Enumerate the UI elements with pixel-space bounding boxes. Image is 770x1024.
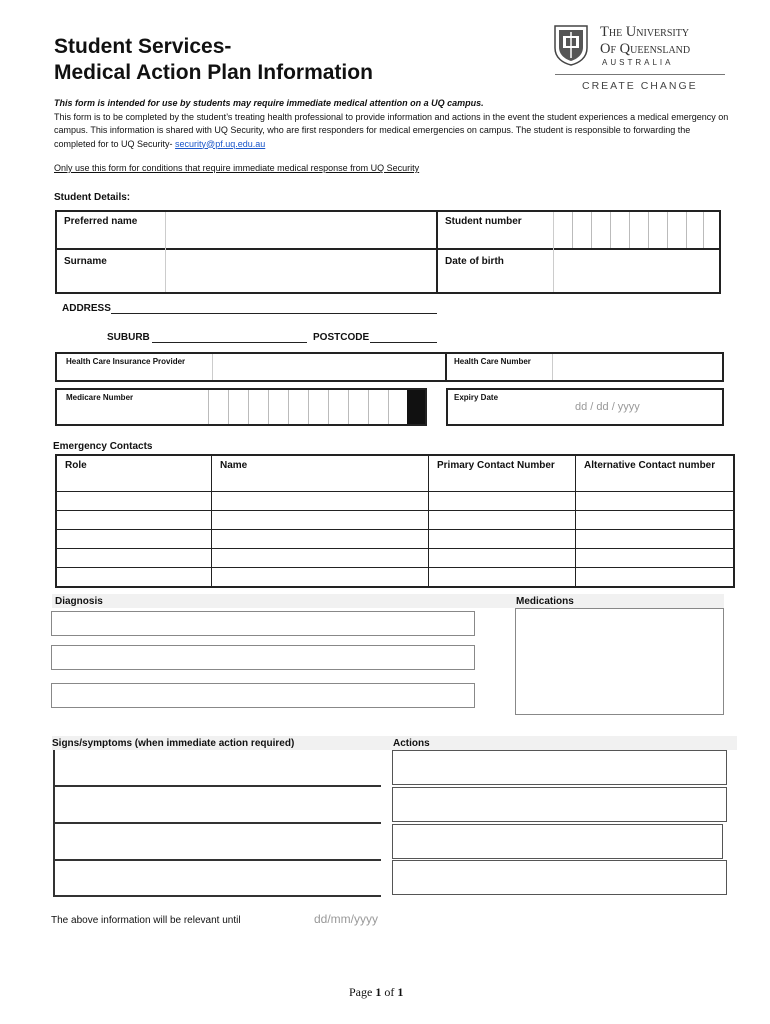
col-role: Role [56,455,212,492]
title-line-2: Medical Action Plan Information [54,61,373,84]
table-row [56,530,734,549]
table-cell[interactable] [56,511,212,530]
divider [436,210,438,294]
table-cell[interactable] [429,492,576,511]
uq-crest-icon [553,24,589,66]
page-current: 1 [375,985,382,999]
logo-tagline: CREATE CHANGE [582,80,698,92]
col-alternative-contact: Alternative Contact number [576,455,735,492]
intro-bold-line: This form is intended for use by students may require immediate medical attention on a UQ campus. [54,98,484,108]
signs-field-3[interactable] [55,824,381,861]
actions-label: Actions [393,738,430,749]
table-header-row [56,455,734,492]
divider [165,212,166,292]
table-cell[interactable] [576,492,735,511]
table-cell[interactable] [56,568,212,588]
table-cell[interactable] [429,568,576,588]
divider [212,354,213,380]
table-cell[interactable] [429,530,576,549]
actions-field-2[interactable] [392,787,727,822]
table-cell[interactable] [212,530,429,549]
diagnosis-field-1[interactable] [51,611,475,636]
medicare-number-field[interactable] [210,390,406,424]
table-row [56,511,734,530]
suburb-label: SUBURB [107,332,150,343]
table-row [56,568,734,588]
page-number [349,985,403,1000]
address-line[interactable] [111,313,437,314]
table-row [56,549,734,568]
table-cell[interactable] [212,568,429,588]
table-cell[interactable] [56,492,212,511]
intro-text [54,97,734,151]
logo-divider [555,74,725,75]
col-primary-contact: Primary Contact Number [429,455,576,492]
insurance-provider-field[interactable] [214,354,444,380]
col-name: Name [212,455,429,492]
emergency-contacts-table [55,454,735,588]
intro-body: This form is to be completed by the student’s treating health professional to provide information and actions in the event the student experiences a medical emergency on campus. This information is shared with UQ Security, who are first responders for medical emergencies on campus. The student is responsible to forwarding the completed for to UQ Security- [54,111,729,149]
logo-line-1: The University [600,24,690,40]
address-label: ADDRESS [62,303,111,314]
health-care-number-field[interactable] [554,354,722,380]
table-cell[interactable] [429,511,576,530]
signs-field-1[interactable] [55,750,381,787]
page-prefix: Page [349,985,376,999]
health-care-number-label: Health Care Number [454,357,531,366]
only-use-note: Only use this form for conditions that require immediate medical response from UQ Security [54,163,420,173]
table-cell[interactable] [212,549,429,568]
student-number-field[interactable] [555,212,719,248]
divider [445,352,447,382]
medications-label: Medications [516,596,574,607]
student-details-heading: Student Details: [54,192,131,203]
logo-wordmark [600,24,690,58]
title-line-1: Student Services- [54,35,232,58]
suburb-line[interactable] [152,342,307,343]
table-cell[interactable] [576,549,735,568]
page-of: of [381,985,398,999]
medicare-number-label: Medicare Number [66,393,134,402]
surname-field[interactable] [167,250,435,292]
table-cell[interactable] [212,492,429,511]
signs-field-2[interactable] [55,787,381,824]
preferred-name-field[interactable] [167,212,435,248]
preferred-name-label: Preferred name [64,216,138,227]
relevant-until-field[interactable]: dd/mm/yyyy [314,912,379,926]
insurance-provider-label: Health Care Insurance Provider [66,357,186,366]
table-row [56,492,734,511]
table-cell[interactable] [56,549,212,568]
date-of-birth-label: Date of birth [445,256,504,267]
date-of-birth-field[interactable] [555,250,719,292]
actions-field-4[interactable] [392,860,727,895]
page-title [54,34,373,86]
table-cell[interactable] [576,530,735,549]
emergency-contacts-heading: Emergency Contacts [53,441,153,452]
table-cell[interactable] [429,549,576,568]
table-cell[interactable] [576,511,735,530]
medications-field[interactable] [515,608,724,715]
expiry-date-field[interactable]: dd / dd / yyyy [575,401,640,413]
divider [552,354,553,380]
diagnosis-header-bar [52,594,724,608]
signs-field-4[interactable] [55,861,381,897]
divider [553,212,554,292]
actions-field-1[interactable] [392,750,727,785]
page-total: 1 [397,985,404,999]
diagnosis-field-3[interactable] [51,683,475,708]
logo-country: AUSTRALIA [602,58,674,67]
diagnosis-field-2[interactable] [51,645,475,670]
relevant-until-label: The above information will be relevant until [51,915,241,926]
actions-field-3[interactable] [392,824,723,859]
table-cell[interactable] [56,530,212,549]
digit-box [208,390,209,424]
logo-line-2: Of Queensland [600,41,691,57]
table-cell[interactable] [212,511,429,530]
postcode-line[interactable] [370,342,437,343]
signs-symptoms-label: Signs/symptoms (when immediate action required) [52,738,295,749]
student-number-label: Student number [445,216,522,227]
postcode-label: POSTCODE [313,332,370,343]
security-email-link[interactable]: security@pf.uq.edu.au [175,138,266,149]
expiry-date-label: Expiry Date [454,393,499,402]
diagnosis-label: Diagnosis [55,596,103,607]
medicare-ref-box [407,390,425,424]
surname-label: Surname [64,256,107,267]
table-cell[interactable] [576,568,735,588]
